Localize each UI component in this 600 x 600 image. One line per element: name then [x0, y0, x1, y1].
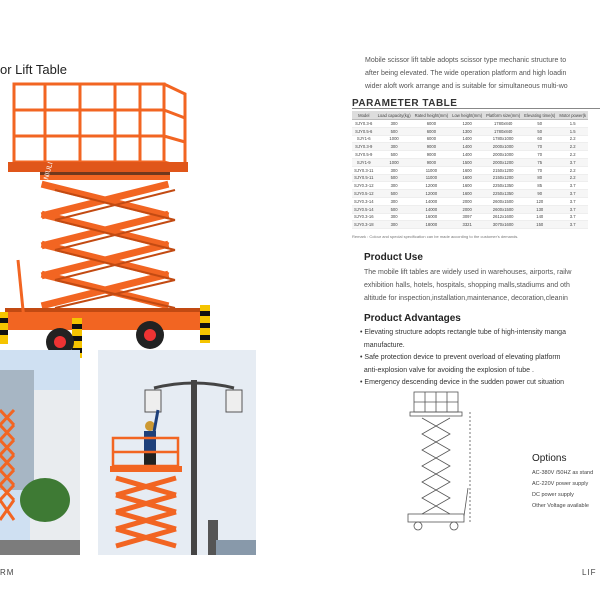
table-cell: 2000 [450, 205, 484, 213]
option-item: DC power supply [532, 492, 574, 498]
table-row [352, 213, 588, 221]
table-cell: 6000 [413, 120, 451, 128]
table-cell: 3.7 [557, 205, 588, 213]
table-cell: 3.7 [557, 158, 588, 166]
product-use-title: Product Use [364, 252, 423, 263]
table-cell: 500 [376, 151, 413, 159]
advantage-line: • Emergency descending device in the sudden power cut situation [360, 379, 565, 386]
table-row [352, 182, 588, 190]
table-cell: 1400 [450, 151, 484, 159]
table-cell: SJY0.3-16 [354, 214, 374, 220]
table-cell: 2600x1500 [484, 197, 522, 205]
table-cell: 300 [376, 143, 413, 151]
table-row [352, 197, 588, 205]
table-cell: SJY0.3-9 [352, 143, 376, 151]
table-cell: 18000 [413, 221, 451, 229]
table-cell: SJY0.5-11 [352, 174, 376, 182]
table-cell: 9000 [413, 143, 451, 151]
options-title: Options [532, 453, 567, 464]
table-row [352, 143, 588, 151]
table-cell: SJY0.3-6 [352, 120, 376, 128]
table-cell: SJY1-6 [352, 135, 376, 143]
table-cell: 300 [376, 213, 413, 221]
table-cell: 1500 [450, 158, 484, 166]
use-line: The mobile lift tables are widely used in warehouses, airports, railw [364, 269, 572, 276]
table-cell: 500 [376, 174, 413, 182]
table-cell: 90 [522, 190, 557, 198]
table-cell: 300 [376, 182, 413, 190]
advantage-line: anti-explosion valve for avoiding the explosion of tube . [360, 366, 534, 374]
table-header-cell: Load capacity(kg) [377, 112, 411, 118]
table-cell: 300 [376, 221, 413, 229]
table-cell: 12000 [413, 182, 451, 190]
table-cell: SJY0.3-18 [354, 222, 374, 228]
intro-text [365, 54, 600, 93]
table-cell: 140 [522, 213, 557, 221]
parameter-table [352, 111, 588, 229]
table-cell: 11000 [413, 166, 451, 174]
table-header-cell: Motor power(k [559, 112, 587, 118]
table-cell: 9000 [413, 151, 451, 159]
table-cell: 130 [522, 205, 557, 213]
table-cell: 2.2 [557, 174, 588, 182]
parameter-table-title: PARAMETER TABLE [352, 98, 458, 109]
intro-line: after being elevated. The wide operation platform and high loadin [365, 70, 567, 77]
table-row [352, 205, 588, 213]
table-cell: 2000x1000 [484, 151, 522, 159]
table-cell: 70 [522, 151, 557, 159]
table-cell: 1400 [450, 135, 484, 143]
table-row [352, 221, 588, 229]
table-cell: 6000 [413, 135, 451, 143]
footer-right: LIF [582, 568, 597, 577]
table-cell: 2250x1350 [484, 182, 522, 190]
building-site-photo [0, 350, 80, 555]
table-remark: Remark : Colour and special specification can be made according to the customer's demands. [352, 234, 519, 239]
table-cell: 3.7 [557, 213, 588, 221]
table-row [352, 174, 588, 182]
table-cell: 2000x1200 [484, 158, 522, 166]
table-cell: 75 [522, 158, 557, 166]
option-item: Other Voltage available [532, 503, 589, 509]
table-cell: 2.2 [557, 166, 588, 174]
table-header-cell: Low height(mm) [452, 112, 483, 118]
options-list [532, 468, 593, 512]
table-cell: 80 [522, 174, 557, 182]
table-cell: 14000 [413, 197, 451, 205]
table-cell: 60 [522, 135, 557, 143]
table-header-cell: Platform size(mm) [486, 112, 521, 118]
table-cell: 3.7 [557, 197, 588, 205]
table-cell: 1300 [450, 127, 484, 135]
lift-line-drawing [402, 388, 472, 538]
table-cell: SJY0.3-11 [352, 166, 376, 174]
use-line: exhibition halls, hotels, hospitals, shopping malls,stadiums and oth [364, 282, 570, 289]
table-cell: 1000 [376, 135, 413, 143]
product-advantages-text [360, 327, 600, 390]
table-row [352, 190, 588, 198]
table-cell: 70 [522, 143, 557, 151]
table-cell: 1600 [450, 182, 484, 190]
table-cell: SJY0.5-12 [354, 191, 374, 197]
table-cell: 300 [376, 120, 413, 128]
table-cell: 150 [522, 221, 557, 229]
table-row [352, 135, 588, 143]
option-item: AC-220V power supply [532, 481, 589, 487]
table-cell: 3097 [450, 213, 484, 221]
table-cell: 2000x1000 [484, 143, 522, 151]
table-row [352, 158, 588, 166]
table-cell: SJY1-9 [352, 158, 376, 166]
table-cell: 500 [376, 190, 413, 198]
footer-left: RM [0, 568, 15, 577]
table-cell: 14000 [413, 205, 451, 213]
table-cell: 1780x1000 [484, 135, 522, 143]
table-cell: 2612x1600 [484, 213, 522, 221]
table-cell: 1780x840 [484, 127, 522, 135]
table-cell: 1400 [450, 143, 484, 151]
product-use-text [364, 266, 600, 305]
table-cell: 300 [376, 166, 413, 174]
table-cell: 12000 [413, 190, 451, 198]
table-row [352, 151, 588, 159]
table-cell: 2.2 [557, 135, 588, 143]
intro-line: wider aloft work arrange and is suitable for simultaneous multi-wo [365, 83, 568, 90]
table-row [352, 120, 588, 128]
table-cell: SJY0.3-14 [354, 198, 374, 204]
option-item: AC-380V /50HZ as stand [532, 470, 594, 476]
table-cell: 1000 [376, 158, 413, 166]
table-cell: 3070x1600 [484, 221, 522, 229]
table-cell: 16000 [413, 213, 451, 221]
table-cell: 2000 [450, 197, 484, 205]
table-cell: 50 [522, 127, 557, 135]
table-cell: 2150x1200 [484, 166, 522, 174]
intro-line: Mobile scissor lift table adopts scissor type mechanic structure to [365, 57, 567, 64]
scissor-lift-photo [0, 80, 220, 370]
table-cell: 120 [522, 197, 557, 205]
table-header-cell: Elevating time(s) [524, 112, 556, 118]
advantage-line: • Elevating structure adopts rectangle tube of high-intensity manga [360, 329, 566, 336]
svg-text:NIULI: NIULI [43, 161, 55, 181]
table-cell: 3.7 [557, 221, 588, 229]
table-cell: 11000 [413, 174, 451, 182]
table-cell: 3321 [450, 221, 484, 229]
table-cell: 3.7 [557, 190, 588, 198]
table-cell: 85 [522, 182, 557, 190]
product-advantages-title: Product Advantages [364, 313, 461, 324]
table-cell: 1780x840 [484, 120, 522, 128]
table-cell: 6000 [413, 127, 451, 135]
table-cell: 1600 [450, 190, 484, 198]
table-cell: 500 [376, 205, 413, 213]
table-cell: SJY0.5-6 [352, 127, 376, 135]
table-cell: 300 [376, 197, 413, 205]
table-cell: SJY0.5-9 [352, 151, 376, 159]
table-cell: SJY0.3-12 [354, 183, 374, 189]
table-cell: 50 [522, 120, 557, 128]
table-cell: 2150x1200 [484, 174, 522, 182]
streetlight-maintenance-photo [98, 350, 256, 555]
advantage-line: manufacture. [360, 341, 405, 349]
table-header-row [352, 111, 588, 120]
table-cell: 3.7 [557, 182, 588, 190]
title-divider [352, 108, 600, 109]
table-cell: 9000 [413, 158, 451, 166]
table-cell: 2.2 [557, 151, 588, 159]
table-row [352, 166, 588, 174]
table-cell: 500 [376, 127, 413, 135]
table-cell: 2250x1350 [484, 190, 522, 198]
table-header-cell: Rated height(mm) [414, 112, 449, 118]
table-cell: 2600x1500 [484, 205, 522, 213]
table-cell: 1200 [450, 120, 484, 128]
table-header-cell: Model [352, 111, 376, 120]
table-cell: SJY0.5-14 [354, 206, 374, 212]
guardrail [14, 84, 185, 168]
table-cell: 1.5 [557, 120, 588, 128]
page-title-left: or Lift Table [0, 62, 67, 77]
table-cell: 70 [522, 166, 557, 174]
table-cell: 1600 [450, 174, 484, 182]
table-cell: 1600 [450, 166, 484, 174]
table-cell: 2.2 [557, 143, 588, 151]
advantage-line: • Safe protection device to prevent overload of elevating platform [360, 354, 561, 361]
use-line: altitude for inspection,installation,maintenance, decoration,cleanin [364, 295, 568, 302]
table-cell: 1.5 [557, 127, 588, 135]
table-row [352, 127, 588, 135]
